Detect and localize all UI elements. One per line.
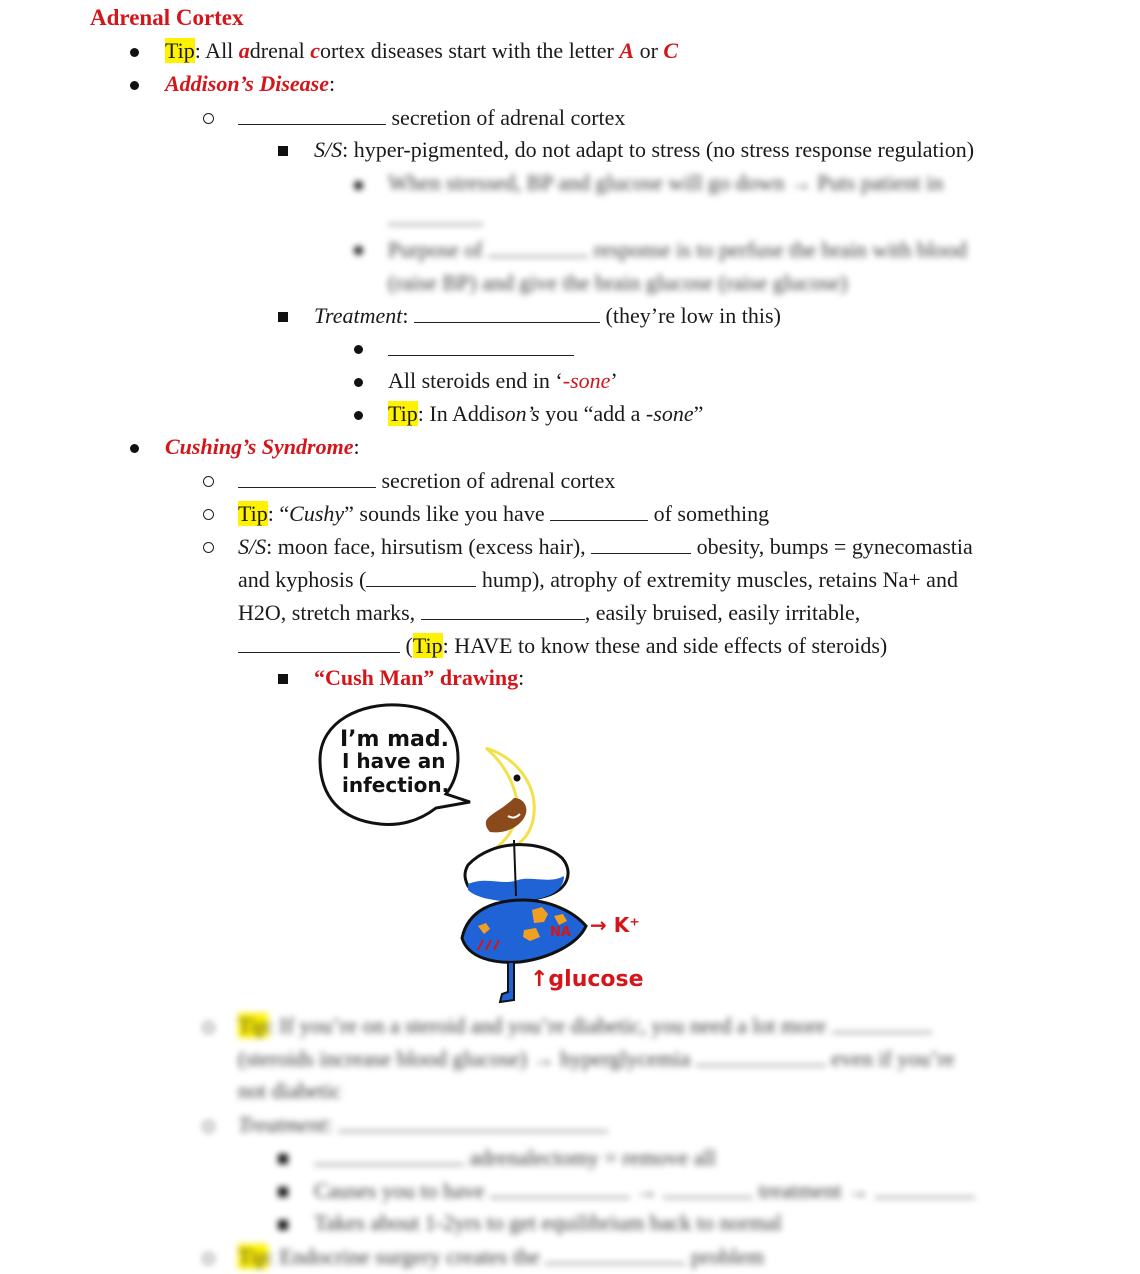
legs bbox=[500, 962, 514, 1002]
bullet-dot bbox=[130, 81, 139, 90]
blurred-text: When stressed, BP and glucose will go down → Puts patient in bbox=[388, 170, 944, 195]
bullet-square bbox=[278, 674, 288, 684]
cushings-ss-line2: and kyphosis ( hump), atrophy of extremity muscles, retains Na+ and bbox=[238, 564, 958, 595]
addisons-secretion-line: secretion of adrenal cortex bbox=[238, 102, 625, 133]
bullet-dot bbox=[354, 378, 363, 387]
fill-blank[interactable] bbox=[238, 630, 400, 653]
fill-blank[interactable] bbox=[366, 564, 476, 587]
addisons-tip-line: Tip: In Addison’s you “add a -sone” bbox=[388, 401, 704, 426]
blurred-text: Takes about 1-2yrs to get equilibrium back to normal bbox=[314, 1210, 782, 1235]
cush-man-drawing bbox=[318, 700, 648, 1010]
moon-face bbox=[486, 748, 534, 852]
tip-highlight: Tip bbox=[165, 38, 195, 63]
blurred-text: Causes you to have → treatment → bbox=[314, 1175, 975, 1206]
fill-blank[interactable] bbox=[550, 498, 648, 521]
blurred-text: Tip: If you’re on a steroid and you’re diabetic, you need a lot more bbox=[238, 1010, 932, 1041]
blurred-text: Purpose of response is to perfuse the brain with blood bbox=[388, 234, 967, 265]
blurred-text: Tip: Endocrine surgery creates the problem bbox=[238, 1241, 764, 1272]
bullet-dot bbox=[354, 345, 363, 354]
bullet-circle bbox=[203, 113, 214, 124]
cushings-ss-line4: (Tip: HAVE to know these and side effects of steroids) bbox=[238, 630, 887, 661]
bullet-circle bbox=[203, 509, 214, 520]
bullet-dot bbox=[130, 444, 139, 453]
na-label: NA bbox=[550, 925, 571, 940]
blurred-blank bbox=[388, 202, 483, 233]
page-title: Adrenal Cortex bbox=[90, 5, 244, 30]
tip-adrenal-line: Tip: All adrenal cortex diseases start with the letter A or C bbox=[165, 38, 679, 63]
bullet-square bbox=[278, 1220, 288, 1230]
fill-blank[interactable] bbox=[388, 333, 574, 356]
speech-line3: infection. bbox=[342, 773, 450, 797]
bullet-dot bbox=[354, 246, 363, 255]
bullet-dot bbox=[354, 181, 363, 190]
potassium-label: → K⁺ bbox=[590, 913, 640, 937]
cushings-ss-line1: S/S: moon face, hirsutism (excess hair), obesity, bumps = gynecomastia bbox=[238, 531, 973, 562]
bullet-circle bbox=[203, 1121, 214, 1132]
bullet-circle bbox=[203, 542, 214, 553]
cushings-heading: Cushing’s Syndrome: bbox=[165, 434, 360, 459]
speech-line1: I’m mad. bbox=[340, 727, 450, 752]
bullet-circle bbox=[203, 1253, 214, 1264]
bullet-circle bbox=[203, 476, 214, 487]
steroids-line: All steroids end in ‘-sone’ bbox=[388, 368, 618, 393]
speech-line2: I have an bbox=[342, 749, 446, 773]
addisons-treatment-line: Treatment: (they’re low in this) bbox=[314, 300, 781, 331]
cushings-ss-line3: H2O, stretch marks, , easily bruised, easily irritable, bbox=[238, 597, 860, 628]
glucose-label: ↑glucose bbox=[530, 967, 644, 992]
fill-blank[interactable] bbox=[421, 597, 585, 620]
blurred-text: (raise BP) and give the brain glucose (raise glucose) bbox=[388, 270, 848, 295]
addisons-heading: Addison’s Disease: bbox=[165, 71, 336, 96]
bullet-square bbox=[278, 1154, 288, 1164]
fill-blank[interactable] bbox=[238, 465, 376, 488]
cushings-tip-line: Tip: “Cushy” sounds like you have of something bbox=[238, 498, 769, 529]
eye bbox=[514, 775, 521, 782]
blurred-text: adrenalectomy = remove all bbox=[314, 1142, 716, 1173]
addisons-ss-line: S/S: hyper-pigmented, do not adapt to stress (no stress response regulation) bbox=[314, 137, 975, 162]
bullet-circle bbox=[203, 1022, 214, 1033]
bullet-dot bbox=[130, 48, 139, 57]
cush-man-label: “Cush Man” drawing: bbox=[314, 665, 525, 690]
bullet-dot bbox=[354, 411, 363, 420]
fill-blank[interactable] bbox=[238, 102, 386, 125]
fill-blank[interactable] bbox=[591, 531, 691, 554]
blurred-text: Treatment: bbox=[238, 1109, 608, 1140]
addisons-treatment-blank bbox=[388, 333, 574, 364]
bullet-square bbox=[278, 1187, 288, 1197]
cushings-secretion-line: secretion of adrenal cortex bbox=[238, 465, 615, 496]
bullet-square bbox=[278, 146, 288, 156]
fill-blank[interactable] bbox=[414, 300, 600, 323]
bullet-square bbox=[278, 312, 288, 322]
blurred-text: (steroids increase blood glucose) → hyperglycemia even if you’re bbox=[238, 1043, 955, 1074]
blurred-text: not diabetic bbox=[238, 1078, 342, 1103]
